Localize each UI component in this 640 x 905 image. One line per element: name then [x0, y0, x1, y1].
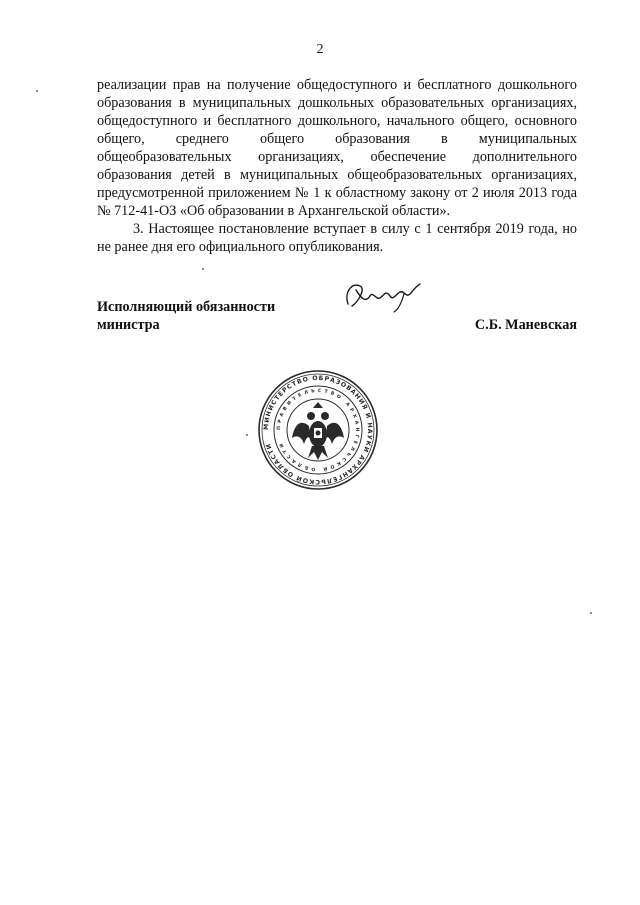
paragraph-1-line-6: образования детей в муниципальных общеобразовательных организациях, — [97, 167, 577, 183]
handwritten-signature — [338, 278, 422, 314]
paragraph-1-line-2: образования в муниципальных дошкольных образовательных организациях, — [97, 95, 577, 111]
page-number: 2 — [316, 42, 324, 57]
seal-ring-text: МИНИСТЕРСТВО ОБРАЗОВАНИЯ И НАУКИ АРХАНГЕЛЬСКОЙ ОБЛАСТИ — [262, 374, 374, 486]
signature-block — [97, 298, 577, 338]
signatory-title-line-1: Исполняющий обязанности — [97, 299, 276, 315]
double-headed-eagle-icon — [292, 402, 344, 460]
official-seal — [256, 368, 380, 492]
paragraph-2 — [97, 220, 577, 256]
paragraph-1-line-4: общего, среднего общего образования в муниципальных — [97, 131, 577, 147]
document-body — [97, 76, 577, 256]
scan-speck — [246, 434, 248, 436]
paragraph-1-line-3: общедоступного и бесплатного дошкольного, начального общего, основного — [97, 113, 577, 129]
signatory-title-line-2: министра — [97, 317, 160, 333]
scan-speck — [590, 612, 592, 614]
seal-inner-text: ПРАВИТЕЛЬСТВО АРХАНГЕЛЬСКОЙ ОБЛАСТИ — [276, 388, 360, 472]
paragraph-2-line-2: но не ранее дня его официального опубликования. — [97, 221, 578, 255]
paragraph-1-line-5: общеобразовательных организациях, обеспечение дополнительного — [97, 149, 577, 165]
paragraph-1 — [97, 76, 577, 220]
paragraph-2-line-1: 3. Настоящее постановление вступает в силу с 1 сентября 2019 года, — [133, 221, 558, 237]
paragraph-1-line-7: предусмотренной приложением № 1 к областному закону от 2 июля — [97, 185, 515, 201]
signatory-name: С.Б. Маневская — [474, 317, 577, 333]
paragraph-1-line-1: реализации прав на получение общедоступного и бесплатного дошкольного — [97, 77, 577, 93]
scan-speck — [36, 90, 38, 92]
scan-speck — [202, 268, 204, 270]
paragraph-1-line-8: 2013 года № 712-41-ОЗ «Об образовании в Архангельской области». — [97, 185, 577, 219]
